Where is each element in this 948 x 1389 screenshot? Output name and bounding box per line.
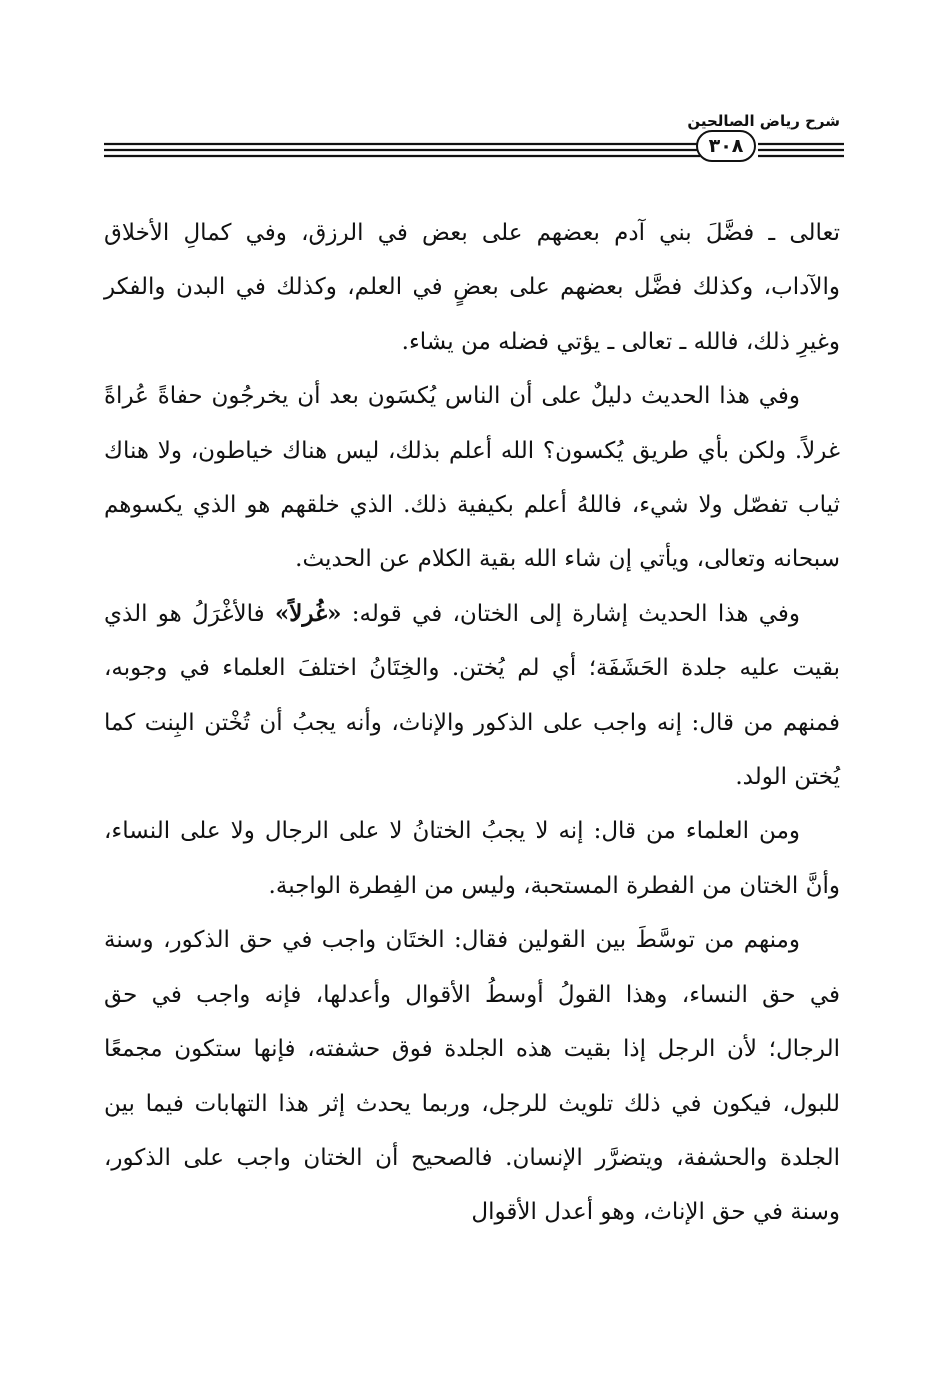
paragraph: تعالى ـ فضَّلَ بني آدم بعضهم على بعض في الرزق، وفي كمالِ الأخلاق والآداب، وكذلك فضَّل بعضهم على بعضٍ في العلم، وكذلك في البدن والفكر وغيرِ ذلك، فالله ـ تعالى ـ يؤتي فضله من يشاء.	[104, 220, 840, 355]
page-number: ٣٠٨	[696, 130, 756, 162]
paragraph-text: وفي هذا الحديث إشارة إلى الختان، في قوله:	[341, 600, 801, 627]
page-body	[104, 206, 840, 1240]
paragraph: وفي هذا الحديث دليلٌ على أن الناس يُكسَون بعد أن يخرجُون حفاةً عُراةً غرلاً. ولكن بأي طريق يُكسون؟ الله أعلم بذلك، ليس هناك خياطون، ولا هناك ثياب تفصّل ولا شيء، فاللهُ أعلم بكيفية ذلك. الذي خلقهم هو الذي يكسوهم سبحانه وتعالى، ويأتي إن شاء الله بقية الكلام عن الحديث.	[104, 383, 840, 573]
paragraph: ومن العلماء من قال: إنه لا يجبُ الختانُ لا على الرجال ولا على النساء، وأنَّ الختان من الفطرة المستحبة، وليس من الفِطرة الواجبة.	[104, 818, 840, 899]
running-title: شرح رياض الصالحين	[687, 112, 840, 130]
paragraph: ومنهم من توسَّطَ بين القولين فقال: الختَان واجب في حق الذكور، وسنة في حق النساء، وهذا القولُ أوسطُ الأقوال وأعدلها، فإنه واجب في حق الرجال؛ لأن الرجل إذا بقيت هذه الجلدة فوق حشفته، فإنها ستكون مجمعًا للبول، فيكون في ذلك تلويث للرجل، وربما يحدث إثر هذا التهابات فيما بين الجلدة والحشفة، ويتضرَّر الإنسان. فالصحيح أن الختان واجب على الذكور، وسنة في حق الإناث، وهو أعدل الأقوال	[104, 927, 840, 1226]
hadith-quote: «غُرلاً»	[274, 599, 342, 627]
paragraph	[104, 587, 840, 805]
paragraph-text: فالأغْرَلُ هو الذي بقيت عليه جلدة الحَشَفَة؛ أي لم يُختن. والخِتَانُ اختلفَ العلماء في وجوبه، فمنهم من قال: إنه واجب على الذكور والإناث، وأنه يجبُ أن تُخْتن البِنت كما يُختن الولد.	[104, 600, 840, 791]
